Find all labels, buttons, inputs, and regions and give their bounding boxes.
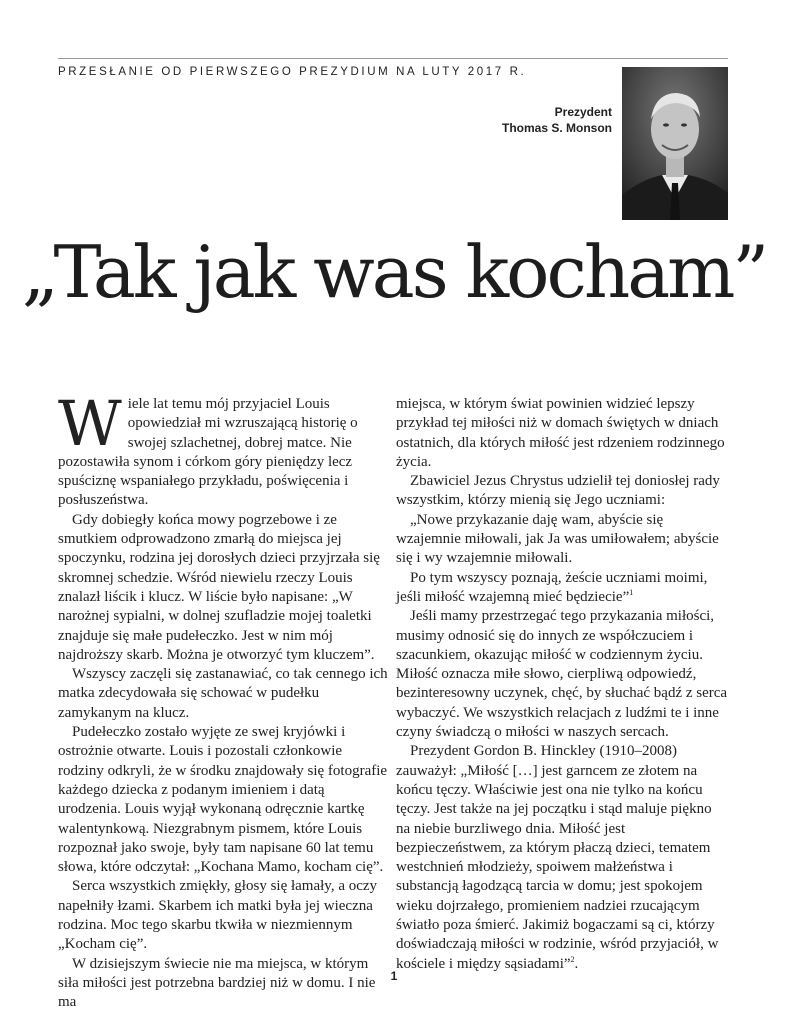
- paragraph-1: Wiele lat temu mój przyjaciel Louis opowiedział mi wzruszającą historię o swojej szlachetnej, dobrej matce. Nie pozostawiła synom i córkom góry pieniędzy lecz spuściznę wspaniałego przykładu, poświęcenia i posłuszeństwa.: [58, 387, 358, 509]
- paragraph-7: miejsca, w którym świat powinien widzieć lepszy przykład tej miłości niż w domach świętych w dniach ostatnich, dla których miłość jest rdzeniem rodzinnego życia.: [396, 396, 725, 470]
- drop-cap: W: [58, 387, 122, 460]
- header-rule: [58, 58, 728, 59]
- paragraph-2: Gdy dobiegły końca mowy pogrzebowe i ze smutkiem odprowadzono zmarłą do miejsca jej spoczynku, rodzina jej dorosłych dzieci przyjrzała się skromnej schedzie. Wśród niewielu rzeczy Louis znalazł liścik i klucz. W liście było napisane: „W narożnej sypialni, w dolnej szufladzie mojej toaletki znajduje się małe pudełeczko. Jest w nim mój najdroższy skarb. Można je otworzyć tym kluczem”.: [58, 511, 380, 663]
- paragraph-3: Wszyscy zaczęli się zastanawiać, co tak cennego ich matka zdecydowała się schować w pudełku zamykanym na klucz.: [58, 666, 388, 721]
- header-kicker: PRZESŁANIE OD PIERWSZEGO PREZYDIUM NA LUTY 2017 R.: [58, 66, 527, 78]
- footnote-ref-2: 2: [570, 954, 575, 964]
- author-role: Prezydent: [554, 105, 612, 119]
- paragraph-10: Prezydent Gordon B. Hinckley (1910–2008) zauważył: „Miłość […] jest garncem ze złotem na końcu tęczy. Właściwie jest ona nie tylko na końcu tęczy. Jest także na jej początku i stąd maluje piękno na niebie burzliwego dnia. Miłość jest bezpieczeństwem, za którym płaczą dzieci, tematem westchnień młodzieży, spoiwem małżeństwa i substancją łagodzącą tarcia w domu; jest spokojem wieku dojrzałego, promieniem nadziei rzucającym światło poza śmierć. Jakimiż bogaczami są ci, którzy doświadczają miłości w rodzinie, wśród przyjaciół, w kościele i między sąsiadami”$^2$.: [396, 743, 719, 972]
- author-portrait: [622, 67, 728, 220]
- left-column: [58, 387, 390, 1013]
- paragraph-6: W dzisiejszym świecie nie ma miejsca, w którym siła miłości jest potrzebna bardziej niż w domu. I nie ma: [58, 955, 376, 1011]
- page-number: 1: [390, 969, 398, 983]
- scripture-quote: „Nowe przykazanie daję wam, abyście się wzajemnie miłowali, jak Ja was umiłowałem; abyście się i wy wzajemnie miłowali.: [396, 511, 719, 567]
- scripture-quote-end: Po tym wszyscy poznają, żeście uczniami moimi, jeśli miłość wzajemną mieć będziecie”$^1$: [396, 569, 708, 605]
- author-byline: [502, 104, 612, 136]
- right-column: [396, 395, 728, 974]
- footnote-ref-1: 1: [629, 587, 634, 597]
- author-name: Thomas S. Monson: [501, 121, 612, 135]
- paragraph-4: Pudełeczko zostało wyjęte ze swej kryjówki i ostrożnie otwarte. Louis i pozostali członkowie rodziny odkryli, że w środku znajdowały się fotografie każdego dziecka z podanym imieniem i datą urodzenia. Louis wyjął wykonaną odręcznie kartkę walentynkową. Niezgrabnym pismem, które Louis rozpoznał jako swoje, były tam napisane 60 lat temu słowa, które odczytał: „Kochana Mamo, kocham cię”.: [58, 724, 388, 876]
- paragraph-8: Zbawiciel Jezus Chrystus udzielił tej doniosłej rady wszystkim, którzy mienią się Jego uczniami:: [396, 473, 720, 509]
- paragraph-5: Serca wszystkich zmiękły, głosy się łamały, a oczy napełniły łzami. Skarbem ich matki była jej wieczna rodzina. Moc tego skarbu tkwiła w niezmiennym „Kocham cię”.: [58, 878, 378, 953]
- paragraph-9: Jeśli mamy przestrzegać tego przykazania miłości, musimy odnosić się do innych ze współczuciem i szacunkiem, okazując miłość w codziennym życiu. Miłość oznacza miłe słowo, cierpliwą odpowiedź, bezinteresowny uczynek, chęć, by słuchać bądź z serca wybaczyć. We wszystkich relacjach z ludźmi te i inne czyny świadczą o miłości w naszych sercach.: [396, 608, 728, 741]
- article-title: „Tak jak was kocham”: [21, 230, 767, 314]
